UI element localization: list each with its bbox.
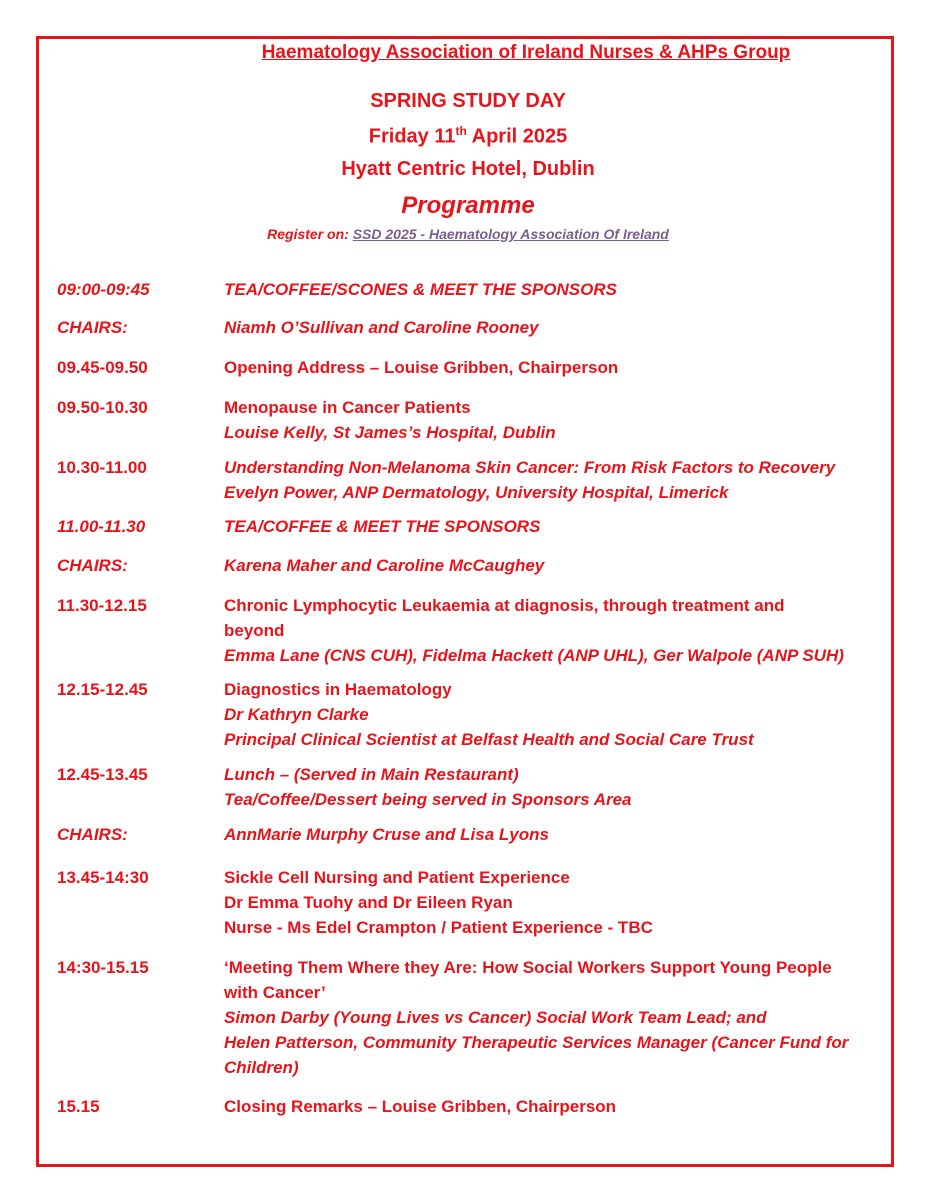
schedule-item: Chronic Lymphocytic Leukaemia at diagnosis, through treatment and beyond Emma Lane (CNS CUH), Fidelma Hackett (ANP UHL), Ger Walpole (ANP SUH) (224, 596, 844, 665)
schedule-item: Opening Address – Louise Gribben, Chairperson (224, 358, 619, 377)
schedule-item: Closing Remarks – Louise Gribben, Chairperson (224, 1097, 617, 1116)
schedule-item: Niamh O’Sullivan and Caroline Rooney (224, 318, 539, 337)
schedule-time: 10.30-11.00 (57, 458, 147, 477)
organisation-title: Haematology Association of Ireland Nurses & AHPs Group (261, 42, 791, 63)
schedule-time: 14:30-15.15 (57, 958, 149, 977)
event-venue: Hyatt Centric Hotel, Dublin (341, 158, 595, 180)
schedule-time: CHAIRS: (57, 318, 128, 337)
schedule-time: 12.45-13.45 (57, 765, 148, 784)
schedule-time: 09.45-09.50 (57, 358, 148, 377)
schedule-time: 15.15 (57, 1097, 100, 1116)
register-line (0, 226, 936, 242)
schedule-item: TEA/COFFEE & MEET THE SPONSORS (224, 517, 541, 536)
schedule-time: CHAIRS: (57, 556, 128, 575)
schedule-item: Diagnostics in Haematology Dr Kathryn Clarke Principal Clinical Scientist at Belfast Health and Social Care Trust (224, 680, 754, 749)
event-title: SPRING STUDY DAY (370, 90, 566, 112)
schedule-time: 09.50-10.30 (57, 398, 148, 417)
schedule-time: 11.00-11.30 (57, 517, 146, 536)
register-link[interactable]: SSD 2025 - Haematology Association Of Ireland (352, 226, 669, 242)
schedule-item: Understanding Non-Melanoma Skin Cancer: From Risk Factors to Recovery Evelyn Power, ANP Dermatology, University Hospital, Limerick (224, 458, 836, 502)
schedule-time: 11.30-12.15 (57, 596, 147, 615)
schedule-item: Menopause in Cancer Patients Louise Kelly, St James’s Hospital, Dublin (224, 398, 556, 442)
schedule-item: Sickle Cell Nursing and Patient Experience Dr Emma Tuohy and Dr Eileen Ryan Nurse - Ms Edel Crampton / Patient Experience - TBC (224, 868, 653, 937)
schedule-item: Karena Maher and Caroline McCaughey (224, 556, 545, 575)
schedule-item: ‘Meeting Them Where they Are: How Social Workers Support Young People with Cancer’ Simon Darby (Young Lives vs Cancer) Social Work Team Lead; and Helen Patterson, Community Therapeutic Services Manager (Cancer Fund for Children) (224, 958, 849, 1077)
register-label: Register on: (267, 226, 353, 242)
schedule-item: AnnMarie Murphy Cruse and Lisa Lyons (224, 825, 549, 844)
schedule-item: Lunch – (Served in Main Restaurant) Tea/Coffee/Dessert being served in Sponsors Area (224, 765, 632, 809)
programme-heading: Programme (401, 192, 535, 219)
schedule-item: TEA/COFFEE/SCONES & MEET THE SPONSORS (224, 280, 617, 299)
schedule-time: 09:00-09:45 (57, 280, 150, 299)
schedule-time: 12.15-12.45 (57, 680, 148, 699)
schedule-time: 13.45-14:30 (57, 868, 149, 887)
event-date: Friday 11th April 2025 (368, 124, 568, 148)
schedule-time: CHAIRS: (57, 825, 128, 844)
